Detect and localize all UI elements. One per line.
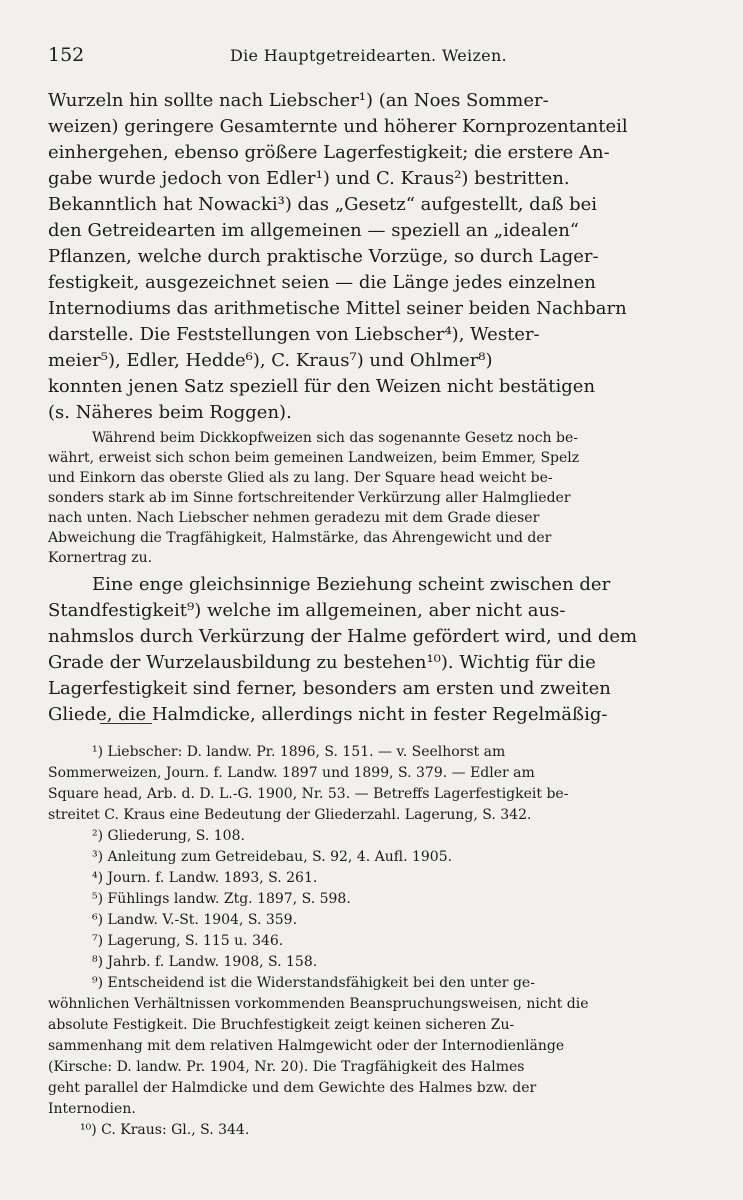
body-line: Wurzeln hin sollte nach Liebscher¹) (an Noes Sommer- xyxy=(48,90,549,111)
footnote-line: ⁹) Entscheidend ist die Widerstandsfähigkeit bei den unter ge- xyxy=(92,975,535,991)
footnote-line: ¹⁰) C. Kraus: Gl., S. 344. xyxy=(80,1122,250,1138)
footnote-line: geht parallel der Halmdicke und dem Gewichte des Halmes bzw. der xyxy=(48,1080,537,1096)
small-line: sonders stark ab im Sinne fortschreitender Verkürzung aller Halmglieder xyxy=(48,490,571,506)
footnote-line: (Kirsche: D. landw. Pr. 1904, Nr. 20). Die Tragfähigkeit des Halmes xyxy=(48,1059,525,1075)
body-line: Standfestigkeit⁹) welche im allgemeinen, aber nicht aus- xyxy=(48,600,566,621)
footnote-line: ⁵) Fühlings landw. Ztg. 1897, S. 598. xyxy=(92,891,351,907)
page-header xyxy=(48,44,718,74)
body-line: einhergehen, ebenso größere Lagerfestigkeit; die erstere An- xyxy=(48,142,610,163)
body-line: den Getreidearten im allgemeinen — speziell an „idealen“ xyxy=(48,220,579,241)
small-line: Kornertrag zu. xyxy=(48,550,153,566)
page-number: 152 xyxy=(48,44,85,66)
footnote-line: ⁴) Journ. f. Landw. 1893, S. 261. xyxy=(92,870,318,886)
body-line: (s. Näheres beim Roggen). xyxy=(48,402,292,423)
body-line: gabe wurde jedoch von Edler¹) und C. Kraus²) bestritten. xyxy=(48,168,570,189)
body-line: Bekanntlich hat Nowacki³) das „Gesetz“ aufgestellt, daß bei xyxy=(48,194,598,215)
body-line: nahmslos durch Verkürzung der Halme gefördert wird, und dem xyxy=(48,626,638,647)
body-line: festigkeit, ausgezeichnet seien — die Länge jedes einzelnen xyxy=(48,272,596,293)
body-line: Gliede, die Halmdicke, allerdings nicht in fester Regelmäßig- xyxy=(48,704,608,725)
small-line: Während beim Dickkopfweizen sich das sogenannte Gesetz noch be- xyxy=(92,430,579,446)
footnote-line: sammenhang mit dem relativen Halmgewicht oder der Internodienlänge xyxy=(48,1038,565,1054)
small-line: nach unten. Nach Liebscher nehmen geradezu mit dem Grade dieser xyxy=(48,510,540,526)
footnote-line: Internodien. xyxy=(48,1101,136,1117)
small-line: Abweichung die Tragfähigkeit, Halmstärke, das Ährengewicht und der xyxy=(48,530,552,546)
body-line: Eine enge gleichsinnige Beziehung scheint zwischen der xyxy=(92,574,611,595)
footnote-line: ²) Gliederung, S. 108. xyxy=(92,828,245,844)
small-line: und Einkorn das oberste Glied als zu lang. Der Square head weicht be- xyxy=(48,470,553,486)
running-title: Die Hauptgetreidearten. Weizen. xyxy=(230,46,507,65)
footnote-line: ⁶) Landw. V.-St. 1904, S. 359. xyxy=(92,912,298,928)
footnote-line: ⁸) Jahrb. f. Landw. 1908, S. 158. xyxy=(92,954,318,970)
footnote-line: streitet C. Kraus eine Bedeutung der Gliederzahl. Lagerung, S. 342. xyxy=(48,807,532,823)
footnote-line: Square head, Arb. d. D. L.-G. 1900, Nr. 53. — Betreffs Lagerfestigkeit be- xyxy=(48,786,569,802)
footnote-divider xyxy=(100,723,152,724)
body-line: darstelle. Die Feststellungen von Liebscher⁴), Wester- xyxy=(48,324,540,345)
body-line: Lagerfestigkeit sind ferner, besonders am ersten und zweiten xyxy=(48,678,611,699)
footnote-line: absolute Festigkeit. Die Bruchfestigkeit zeigt keinen sicheren Zu- xyxy=(48,1017,515,1033)
footnote-line: ³) Anleitung zum Getreidebau, S. 92, 4. Aufl. 1905. xyxy=(92,849,453,865)
body-line: konnten jenen Satz speziell für den Weizen nicht bestätigen xyxy=(48,376,596,397)
footnote-line: ⁷) Lagerung, S. 115 u. 346. xyxy=(92,933,284,949)
footnote-line: ¹) Liebscher: D. landw. Pr. 1896, S. 151. — v. Seelhorst am xyxy=(92,744,506,760)
body-line: weizen) geringere Gesamternte und höherer Kornprozentanteil xyxy=(48,116,628,137)
body-line: meier⁵), Edler, Hedde⁶), C. Kraus⁷) und Ohlmer⁸) xyxy=(48,350,493,371)
body-line: Grade der Wurzelausbildung zu bestehen¹⁰). Wichtig für die xyxy=(48,652,596,673)
body-line: Internodiums das arithmetische Mittel seiner beiden Nachbarn xyxy=(48,298,627,319)
body-line: Pflanzen, welche durch praktische Vorzüge, so durch Lager- xyxy=(48,246,599,267)
footnote-line: wöhnlichen Verhältnissen vorkommenden Beanspruchungsweisen, nicht die xyxy=(48,996,589,1012)
small-line: währt, erweist sich schon beim gemeinen Landweizen, beim Emmer, Spelz xyxy=(48,450,580,466)
footnote-line: Sommerweizen, Journ. f. Landw. 1897 und 1899, S. 379. — Edler am xyxy=(48,765,535,781)
